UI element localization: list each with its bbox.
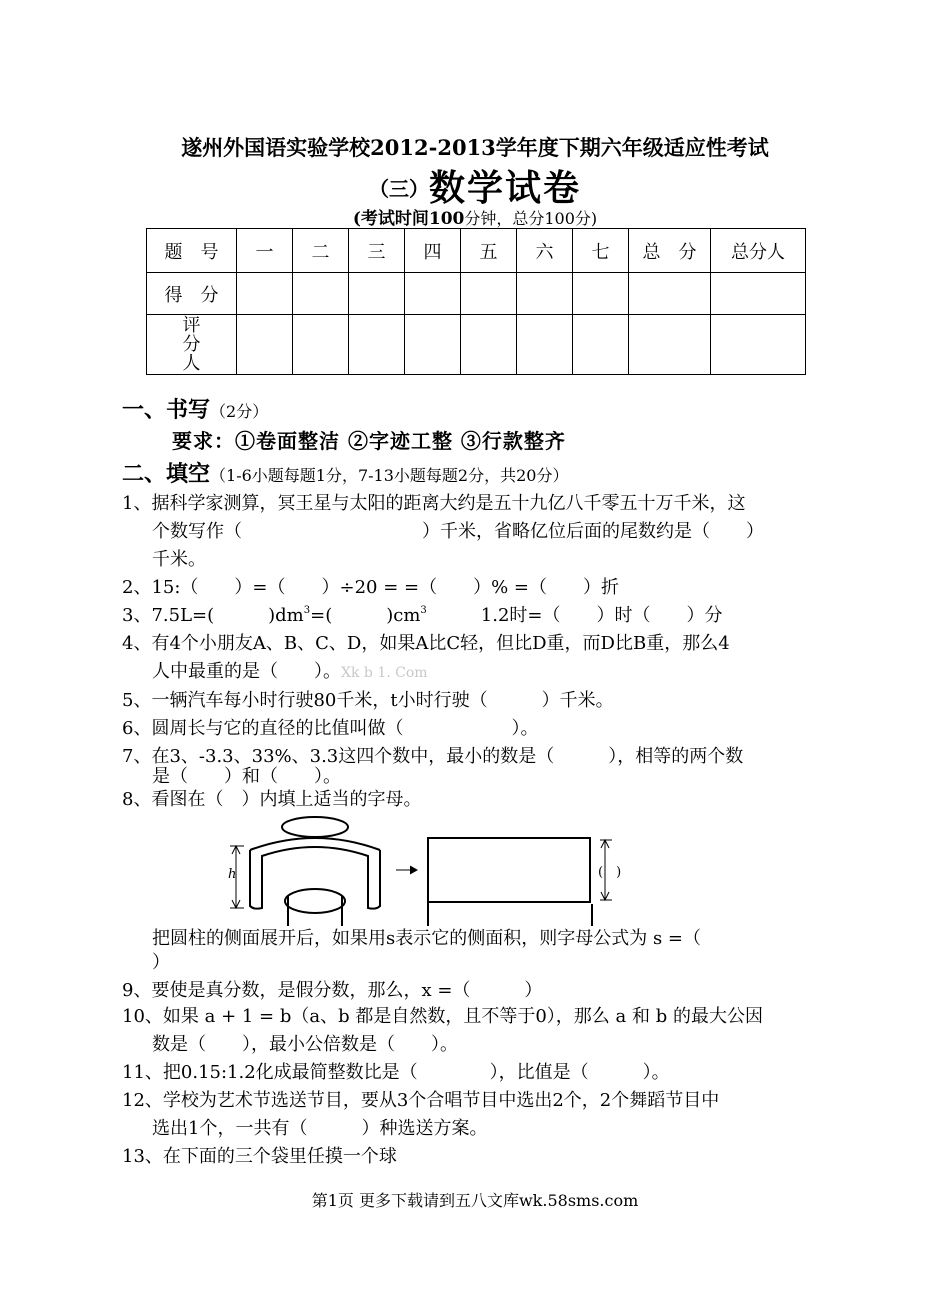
- exam-subtitle: [0, 204, 950, 229]
- cylinder-unfold-figure: [220, 808, 640, 928]
- question-10-line1: 10、如果 a + 1 = b（a、b 都是自然数，且不等于0），那么 a 和 b 的最大公因: [122, 1006, 763, 1027]
- score-cell: [405, 315, 461, 375]
- question-10-line2: 数是（ ），最小公倍数是（ ）。: [152, 1034, 458, 1055]
- question-8-statement: 把圆柱的侧面展开后，如果用s表示它的侧面积，则字母公式为 s =（: [152, 928, 701, 949]
- title-paren: （三）: [368, 177, 429, 201]
- score-cell: [293, 315, 349, 375]
- question-5: 5、一辆汽车每小时行驶80千米，t小时行驶（ ）千米。: [122, 690, 614, 711]
- watermark-text: Xk b 1. Com: [341, 665, 428, 681]
- score-cell: [629, 273, 711, 315]
- score-cell: [573, 315, 629, 375]
- question-2: 2、15:（ ）=（ ）÷20 = =（ ）% =（ ）折: [122, 577, 620, 598]
- table-cell: 三: [349, 229, 405, 273]
- question-3: 3、7.5L=( )$dm^3=$( )$cm^3$ 1.2时=（ ）时（ ）分: [122, 605, 723, 626]
- question-7-line1: 7、在3、-3.3、33%、3.3这四个数中，最小的数是（ ），相等的两个数: [122, 746, 744, 767]
- score-cell: [573, 273, 629, 315]
- table-row: [147, 315, 806, 375]
- score-cell: [711, 273, 806, 315]
- score-cell: [349, 315, 405, 375]
- score-cell: [405, 273, 461, 315]
- question-8: 8、看图在（ ）内填上适当的字母。: [122, 789, 422, 810]
- section1-heading: 一、书写（2分）: [122, 398, 269, 423]
- subtitle-rest: 分钟，总分100分): [464, 209, 598, 228]
- score-cell: [349, 273, 405, 315]
- question-12-line1: 12、学校为艺术节选送节目，要从3个合唱节目中选出2个，2个舞蹈节目中: [122, 1090, 720, 1111]
- table-cell: 六: [517, 229, 573, 273]
- unrolled-rectangle: [428, 838, 590, 902]
- cylinder-curve-top: [250, 838, 380, 850]
- cylinder-bottom-ellipse: [285, 889, 345, 913]
- question-9: 9、要使是真分数，是假分数，那么，x =（ ）: [122, 980, 543, 1001]
- score-cell: [293, 273, 349, 315]
- question-8-statement-end: ）: [152, 952, 170, 973]
- score-cell: [711, 315, 806, 375]
- label-blank: ( ): [598, 865, 622, 880]
- table-cell: 总 分: [629, 229, 711, 273]
- exam-title-main: 数学试卷: [428, 167, 581, 209]
- question-4-line1: 4、有4个小朋友A、B、C、D，如果A比C轻，但比D重，而D比B重，那么4: [122, 633, 730, 654]
- exam-title-line1: 遂州外国语实验学校2012-2013学年度下期六年级适应性考试: [181, 135, 769, 160]
- table-cell: 五: [461, 229, 517, 273]
- question-4-line2: 人中最重的是（ ）。Xk b 1. Com: [152, 661, 428, 682]
- question-11: 11、把0.15:1.2化成最简整数比是（ ），比值是（ ）。: [122, 1062, 670, 1083]
- table-cell: 二: [293, 229, 349, 273]
- score-cell: [517, 315, 573, 375]
- table-cell: 七: [573, 229, 629, 273]
- score-cell: [629, 315, 711, 375]
- table-cell: 一: [237, 229, 293, 273]
- subtitle-bold: (考试时间100: [352, 209, 465, 229]
- section1-requirement: 要求：①卷面整洁 ②字迹工整 ③行款整齐: [172, 429, 566, 453]
- cylinder-side: [250, 847, 380, 909]
- cylinder-top-ellipse: [282, 817, 348, 837]
- question-13: 13、在下面的三个袋里任摸一个球: [122, 1146, 397, 1167]
- table-cell: 总分人: [711, 229, 806, 273]
- score-table: [146, 228, 806, 375]
- score-cell: [517, 273, 573, 315]
- score-cell: [461, 273, 517, 315]
- table-row: [147, 273, 806, 315]
- table-cell: 题 号: [147, 229, 237, 273]
- question-1-line3: 千米。: [152, 549, 206, 570]
- page-footer: 第1页 更多下载请到五八文库wk.58sms.com: [311, 1191, 639, 1210]
- question-7-line2: 是（ ）和（ ）。: [152, 766, 341, 787]
- score-cell: [461, 315, 517, 375]
- table-cell: 得 分: [147, 273, 237, 315]
- table-row: [147, 229, 806, 273]
- question-12-line2: 选出1个，一共有（ ）种选送方案。: [152, 1118, 488, 1139]
- score-cell: [237, 273, 293, 315]
- section2-heading: 二、填空（1-6小题每题1分，7-13小题每题2分，共20分）: [122, 462, 569, 487]
- table-cell: 评 分 人: [147, 315, 237, 375]
- score-cell: [237, 315, 293, 375]
- label-h: h: [228, 867, 237, 882]
- question-6: 6、圆周长与它的直径的比值叫做（ ）。: [122, 718, 539, 739]
- table-cell: 四: [405, 229, 461, 273]
- question-1-line1: 1、据科学家测算，冥王星与太阳的距离大约是五十九亿八千零五十万千米，这: [122, 493, 746, 514]
- question-1-line2: 个数写作（ ）千米，省略亿位后面的尾数约是（ ）: [152, 521, 764, 542]
